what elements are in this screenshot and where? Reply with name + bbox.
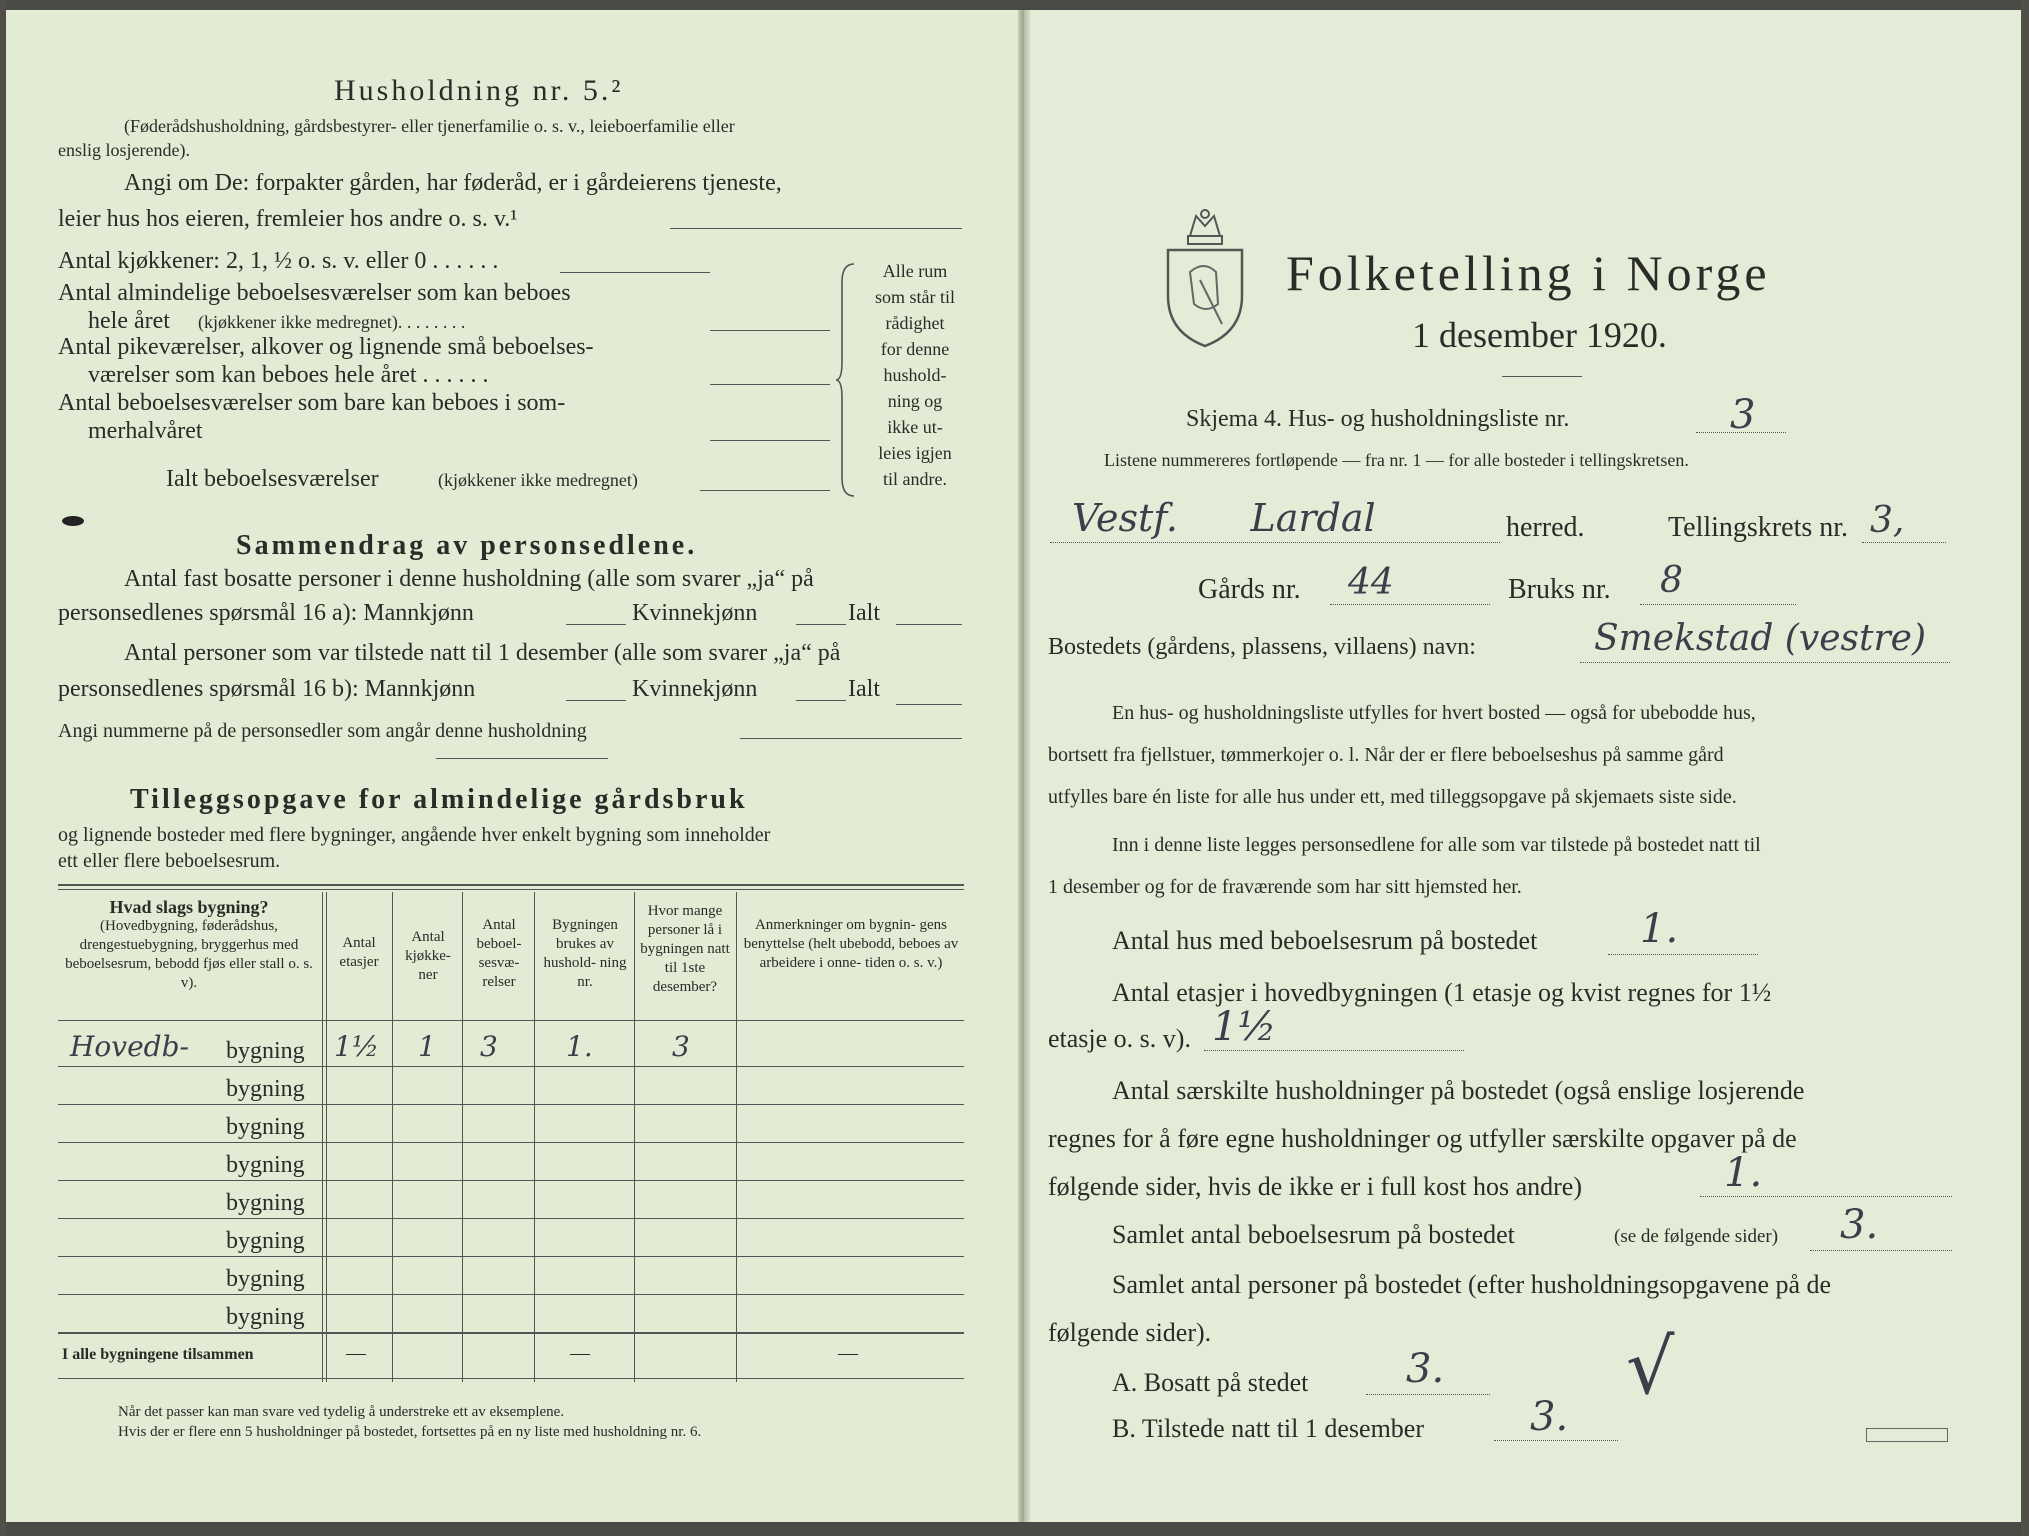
row-rule: [58, 1142, 964, 1143]
total-dash: —: [838, 1342, 858, 1364]
household-title: Husholdning nr. 5.²: [334, 74, 624, 107]
s1-mann-line: [566, 624, 626, 625]
row-rule: [58, 1066, 964, 1067]
s1-kvinne-line: [796, 624, 846, 625]
table-top-rule-2: [58, 889, 964, 890]
s3-line: [740, 738, 962, 739]
bruks-value: 8: [1660, 560, 1683, 601]
etasjer-answer-line: [1204, 1050, 1464, 1051]
scan-edge-bottom: [0, 1522, 2029, 1536]
para1-line-c: utfylles bare én liste for alle hus under ett, med tilleggsopgave på skjemaets siste side.: [1048, 786, 1737, 808]
row-rule: [58, 1218, 964, 1219]
row1-husholdning: 1.: [566, 1030, 593, 1063]
row1-type: Hovedb-: [70, 1030, 189, 1063]
brace-note-line: hushold-: [883, 365, 947, 385]
tellingskrets-line: [1862, 542, 1946, 543]
brace-note-line: ning og: [887, 391, 943, 411]
sammendrag-title: Sammendrag av personsedlene.: [236, 530, 698, 561]
brace-note-line: til andre.: [883, 469, 947, 489]
footnote-2: Hvis der er flere enn 5 husholdninger på bostedet, fortsettes på en ny liste med husholdning nr. 6.: [118, 1424, 702, 1440]
tilstede-line: [1494, 1440, 1618, 1441]
col-type-sub: (Hovedbygning, føderådshus, drengestuebygning, bryggerhus med beboelsesrum, bebodd fjøs eller stall o. s. v).: [65, 918, 313, 991]
row1-etasjer: 1½: [334, 1030, 379, 1063]
table-col-divider: [534, 892, 535, 1382]
etasjer-value: 1½: [1212, 1004, 1277, 1050]
bosted-value: Smekstad (vestre): [1594, 618, 1926, 659]
sarskilte-value: 1.: [1724, 1150, 1763, 1196]
sammendrag-line-2b: personsedlenes spørsmål 16 b): Mannkjønn: [58, 676, 476, 702]
section-divider: [436, 758, 608, 759]
census-title: Folketelling i Norge: [1286, 245, 1771, 301]
angi-answer-line: [670, 228, 962, 229]
sammendrag-line-2a: Antal personer som var tilstede natt til 1 desember (alle som svarer „ja“ på: [124, 640, 841, 666]
q-som-line: [710, 440, 830, 441]
q-ialt: Ialt beboelsesværelser: [166, 466, 379, 492]
row-label: bygning: [226, 1190, 305, 1216]
table-header-type: [58, 898, 320, 993]
brace-mark: [836, 262, 858, 498]
brace-note: [862, 258, 968, 492]
hus-value: 1.: [1640, 906, 1679, 952]
sarskilte-answer-line: [1700, 1196, 1952, 1197]
table-col-divider: [462, 892, 463, 1382]
angi-line-2: leier hus hos eieren, fremleier hos andre o. s. v.¹: [58, 206, 518, 232]
bosatt-line: [1366, 1394, 1490, 1395]
row-label: bygning: [226, 1228, 305, 1254]
q-som-1: Antal beboelsesværelser som bare kan beboes i som-: [58, 390, 566, 416]
bruks-label: Bruks nr.: [1508, 574, 1611, 605]
rum-value: 3.: [1840, 1202, 1879, 1248]
brace-note-line: for denne: [880, 339, 950, 359]
gards-value: 44: [1348, 562, 1394, 603]
tellingskrets-label: Tellingskrets nr.: [1668, 512, 1849, 543]
sarskilte-line-3: følgende sider, hvis de ikke er i full kost hos andre): [1048, 1172, 1582, 1201]
row1-personer: 3: [672, 1030, 690, 1063]
table-bottom-rule: [58, 1378, 964, 1379]
row-rule-total: [58, 1332, 964, 1334]
col-type-title: Hvad slags bygning?: [109, 897, 269, 917]
total-dash: —: [570, 1342, 590, 1364]
q-kjokkener-line: [560, 272, 710, 273]
page-fold: [1018, 0, 1030, 1536]
q-alm-2-note: (kjøkkener ikke medregnet). . . . . . . .: [198, 312, 466, 332]
footnote-1: Når det passer kan man svare ved tydelig å understreke ett av eksemplene.: [118, 1404, 565, 1420]
bosatt-value: 3.: [1406, 1346, 1445, 1392]
hus-line: [1608, 954, 1758, 955]
etasjer-line-2: etasje o. s. v).: [1048, 1024, 1191, 1053]
tilstede-label: B. Tilstede natt til 1 desember: [1112, 1414, 1424, 1443]
brace-note-line: ikke ut-: [887, 417, 943, 437]
row-label: bygning: [226, 1114, 305, 1140]
skjema-line: [1696, 432, 1786, 433]
row-label: bygning: [226, 1076, 305, 1102]
q-som-2: merhalvåret: [88, 418, 203, 444]
row-label: bygning: [226, 1266, 305, 1292]
s2-kvinne-label: Kvinnekjønn: [632, 676, 758, 702]
s2-ialt-line: [896, 704, 962, 705]
q-pike-2: værelser som kan beboes hele året . . . . . .: [88, 362, 489, 388]
skjema-label: Skjema 4. Hus- og husholdningsliste nr.: [1186, 406, 1570, 432]
para2-line-b: 1 desember og for de fraværende som har sitt hjemsted her.: [1048, 876, 1522, 898]
row-label: bygning: [226, 1152, 305, 1178]
table-top-rule: [58, 884, 964, 886]
etasjer-line-1: Antal etasjer i hovedbygningen (1 etasje og kvist regnes for 1½: [1112, 978, 1772, 1007]
sammendrag-line-1b: personsedlenes spørsmål 16 a): Mannkjønn: [58, 600, 474, 626]
scan-edge-left: [0, 0, 6, 1536]
table-col-divider: [326, 892, 327, 1382]
personer-line-2: følgende sider).: [1048, 1318, 1212, 1347]
hus-label: Antal hus med beboelsesrum på bostedet: [1112, 926, 1538, 955]
check-mark: √: [1626, 1322, 1675, 1411]
tilstede-value: 3.: [1530, 1394, 1569, 1440]
scan-edge-top: [0, 0, 2029, 10]
printer-stamp: [1866, 1428, 1948, 1442]
bosatt-label: A. Bosatt på stedet: [1112, 1368, 1309, 1397]
bruks-line: [1640, 604, 1796, 605]
s2-mann-line: [566, 700, 626, 701]
col-anmerkninger-header: Anmerkninger om bygnin- gens benyttelse (helt ubebodd, beboes av arbeidere i onne- tiden o. s. v.): [743, 917, 959, 971]
sammendrag-line-1a: Antal fast bosatte personer i denne husholdning (alle som svarer „ja“ på: [124, 566, 814, 592]
q-alm-1: Antal almindelige beboelsesværelser som kan beboes: [58, 280, 571, 306]
q-alm-2: hele året: [88, 308, 170, 334]
tillegg-title: Tilleggsopgave for almindelige gårdsbruk: [130, 784, 748, 815]
brace-note-line: leies igjen: [878, 443, 952, 463]
herred-line: [1050, 542, 1500, 543]
brace-note-line: som står til: [875, 287, 955, 307]
table-col-divider: [634, 892, 635, 1382]
row-rule: [58, 1294, 964, 1295]
gards-line: [1330, 604, 1490, 605]
personer-line-1: Samlet antal personer på bostedet (efter husholdningsopgavene på de: [1112, 1270, 1832, 1299]
para2-line-a: Inn i denne liste legges personsedlene for alle som var tilstede på bostedet natt til: [1112, 834, 1761, 856]
s1-kvinne-label: Kvinnekjønn: [632, 600, 758, 626]
bosted-label: Bostedets (gårdens, plassens, villaens) navn:: [1048, 634, 1476, 660]
col-husholdning-header: Bygningen brukes av hushold- ning nr.: [543, 917, 627, 990]
herred-label: herred.: [1506, 512, 1585, 543]
total-dash: —: [346, 1342, 366, 1364]
col-kjokkener-header: Antal kjøkke- ner: [405, 929, 451, 983]
q-pike-1: Antal pikeværelser, alkover og lignende små beboelses-: [58, 334, 594, 360]
intro-line-2: enslig losjerende).: [58, 140, 190, 160]
herred-value: Vestf. Lardal: [1072, 496, 1376, 540]
col-vaerelser-header: Antal beboel- sesvæ- relser: [476, 917, 522, 990]
scan-edge-right: [2021, 0, 2029, 1536]
s2-kvinne-line: [796, 700, 846, 701]
para1-line-a: En hus- og husholdningsliste utfylles for hvert bosted — også for ubebodde hus,: [1112, 702, 1756, 724]
q-kjokkener: Antal kjøkkener: 2, 1, ½ o. s. v. eller 0 . . . . . .: [58, 248, 499, 274]
total-label: I alle bygningene tilsammen: [62, 1346, 254, 1363]
q-pike-line: [710, 384, 830, 385]
skjema-number: 3: [1730, 392, 1756, 438]
table-header-rule: [58, 1020, 964, 1021]
row-rule: [58, 1180, 964, 1181]
row1-vaerelser: 3: [480, 1030, 498, 1063]
intro-line-1: (Føderådshusholdning, gårdsbestyrer- eller tjenerfamilie o. s. v., leieboerfamilie eller: [124, 116, 735, 136]
tillegg-line-1: og lignende bosteder med flere bygninger, angående hver enkelt bygning som inneholder: [58, 824, 771, 846]
table-col-divider: [392, 892, 393, 1382]
table-col-divider: [736, 892, 737, 1382]
q-ialt-note: (kjøkkener ikke medregnet): [438, 470, 638, 490]
census-date: 1 desember 1920.: [1412, 315, 1667, 355]
angi-line-1: Angi om De: forpakter gården, har føderåd, er i gårdeierens tjeneste,: [124, 170, 782, 196]
row-rule: [58, 1256, 964, 1257]
sarskilte-line-1: Antal særskilte husholdninger på bostedet (også enslige losjerende: [1112, 1076, 1805, 1105]
rum-label: Samlet antal beboelsesrum på bostedet: [1112, 1220, 1515, 1249]
bosted-line: [1580, 662, 1950, 663]
col-personer-header: Hvor mange personer lå i bygningen natt til 1ste desember?: [640, 903, 730, 995]
ink-blot: [62, 516, 84, 526]
s1-ialt-label: Ialt: [848, 600, 880, 626]
title-divider: [1502, 376, 1582, 377]
s2-ialt-label: Ialt: [848, 676, 880, 702]
sammendrag-line-3: Angi nummerne på de personsedler som angår denne husholdning: [58, 720, 587, 742]
col-etasjer-header: Antal etasjer: [339, 935, 379, 970]
rum-note: (se de følgende sider): [1614, 1226, 1779, 1247]
row1-kjokkener: 1: [418, 1030, 436, 1063]
row-label: bygning: [226, 1038, 305, 1064]
row-label: bygning: [226, 1304, 305, 1330]
brace-note-line: rådighet: [885, 313, 945, 333]
norway-coat-of-arms-icon: [1160, 206, 1250, 350]
row-rule: [58, 1104, 964, 1105]
table-col-divider: [322, 892, 323, 1382]
tillegg-line-2: ett eller flere beboelsesrum.: [58, 850, 281, 872]
listene-note: Listene nummereres fortløpende — fra nr. 1 — for alle bosteder i tellingskretsen.: [1104, 450, 1689, 470]
para1-line-b: bortsett fra fjellstuer, tømmerkojer o. l. Når der er flere beboelseshus på samme gård: [1048, 744, 1724, 766]
brace-note-line: Alle rum: [882, 261, 948, 281]
s1-ialt-line: [896, 624, 962, 625]
tellingskrets-value: 3,: [1870, 500, 1905, 541]
q-alm-line: [710, 330, 830, 331]
gards-label: Gårds nr.: [1198, 574, 1301, 605]
q-ialt-line: [700, 490, 830, 491]
rum-answer-line: [1810, 1250, 1952, 1251]
sarskilte-line-2: regnes for å føre egne husholdninger og utfyller særskilte opgaver på de: [1048, 1124, 1797, 1153]
